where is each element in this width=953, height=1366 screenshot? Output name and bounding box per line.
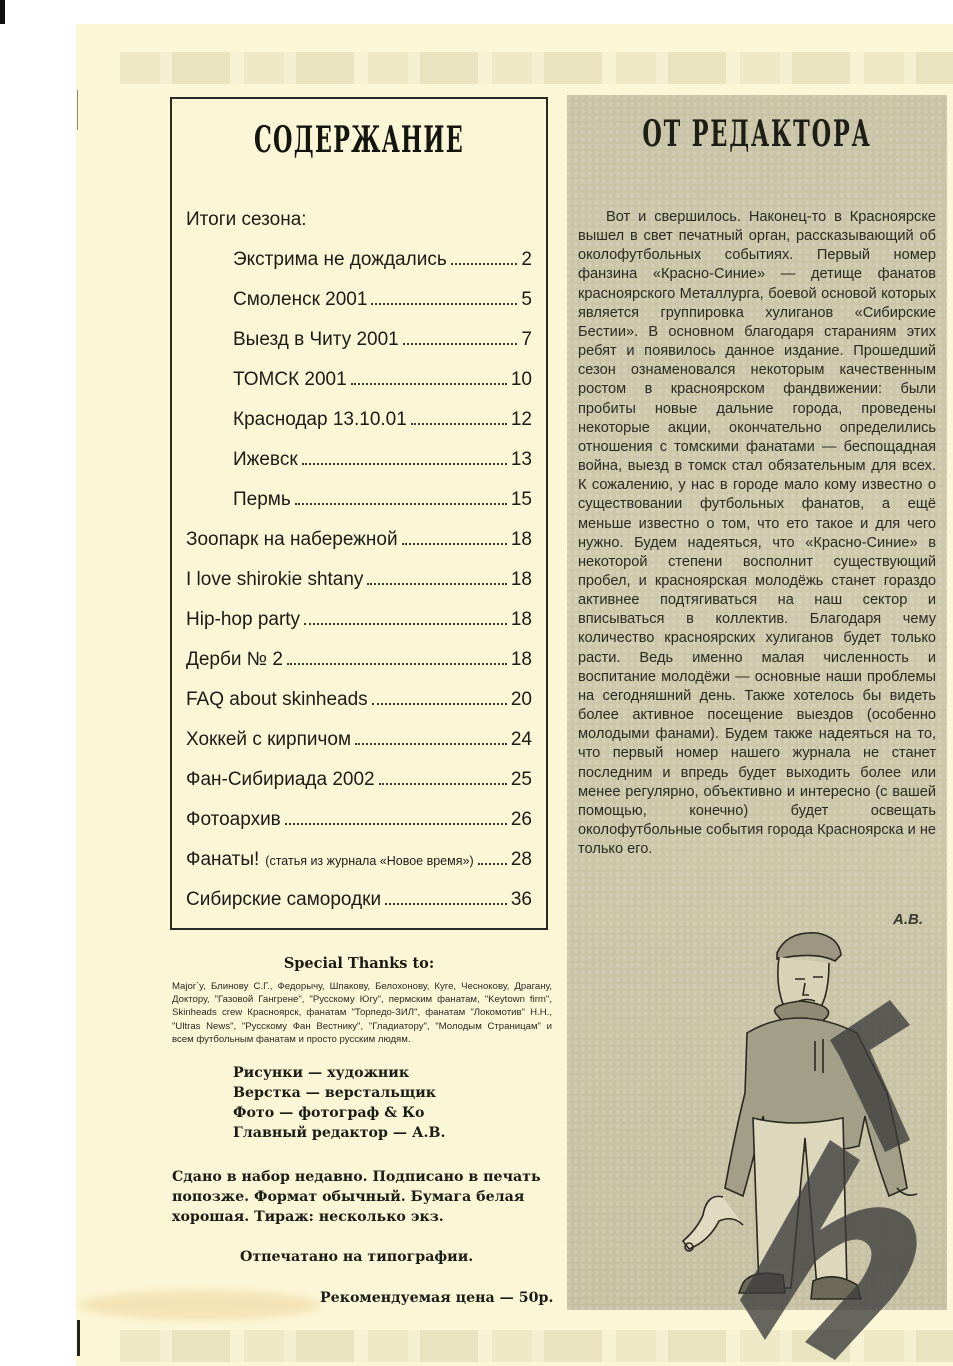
toc-page-number: 25	[510, 769, 532, 790]
toc-page-number: 15	[510, 489, 532, 510]
toc-entry-title: Краснодар 13.10.01	[233, 409, 407, 430]
toc-entry[interactable]	[186, 529, 532, 551]
credit-editor: Главный редактор — А.В.	[233, 1125, 446, 1141]
recommended-price: Рекомендуемая цена — 50р.	[320, 1290, 554, 1306]
toc-leader-dots	[411, 423, 507, 425]
toc-entry-title: Хоккей с кирпичом	[186, 729, 352, 750]
toc-entry-title: Сибирские самородки	[186, 889, 382, 910]
toc-entry[interactable]	[186, 729, 532, 751]
scan-edge-mark	[77, 1320, 80, 1356]
toc-leader-dots	[287, 663, 507, 665]
toc-page-number: 13	[510, 449, 532, 470]
credits-list	[233, 1063, 445, 1143]
toc-page-number: 7	[521, 329, 532, 350]
toc-leader-dots	[451, 263, 518, 265]
toc-entry[interactable]	[186, 649, 532, 671]
toc-entry[interactable]	[233, 329, 532, 351]
toc-entry-title: Фан-Сибириада 2002	[186, 769, 375, 790]
editor-note-title: ОТ РЕДАКТОРА	[642, 113, 872, 155]
toc-leader-dots	[385, 903, 507, 905]
toc-entry[interactable]	[233, 409, 532, 431]
printed-note: Отпечатано на типографии.	[240, 1249, 474, 1265]
toc-page-number: 5	[521, 289, 532, 310]
toc-entry-title: Пермь	[233, 489, 291, 510]
toc-entry[interactable]	[233, 369, 532, 391]
toc-entry-title: Выезд в Читу 2001	[233, 329, 399, 350]
toc-section-label: Итоги сезона:	[186, 209, 307, 230]
toc-leader-dots	[372, 703, 507, 705]
editor-note-text: Вот и свершилось. Наконец-то в Красноярске вышел в свет печатный орган, рассказывающий об околофутбольных событиях. Первый номер фанзина «Красно-Синие» — детище фанатов красноярского Металлурга, боевой основой которых является группировка хулиганов «Сибирские Бестии». В основном благодаря стараниям этих ребят и появилось данное издание. Прошедший сезон ознаменовался некоторым качественным ростом в красноярском фандвижении: были пробиты новые дальние города, проведены некоторые акции, окончательно определились отношения с томскими фанатами — беспощадная война, выезд в томск стал обязательным для всех. К сожалению, у нас в городе мало кому известно о существовании футбольных фанатов, а ещё меньше известно о том, что ето такое и для чего нужно. Будем надеяться, что «Красно-Синие» в некоторой степени восполнит существующий пробел, и красноярская молодёжь станет гораздо активнее подтягиваться на наш сектор и вписываться в коллектив. Благодаря чему количество красноярских хулиганов будет только расти. Ведь именно малая численность и воспитание молодёжи — основные наши проблемы на сегодняшний день. Также хотелось бы видеть более активное посещение выездов (особенно молодыми фанами). Будем также надеяться на то, что первый номер нашего журнала не станет последним и впредь будет выходить более или менее регулярно, объективно и интересно (с вашей помощью, конечно) будет освещать околофутбольные события города Красноярска и не только его.	[578, 209, 936, 858]
toc-page-number: 18	[510, 649, 532, 670]
toc-leader-dots	[478, 863, 507, 865]
credit-layout: Верстка — верстальщик	[233, 1085, 437, 1101]
toc-entry-title: Hip-hop party	[186, 609, 301, 630]
toc-page-number: 28	[510, 849, 532, 870]
toc-leader-dots	[304, 623, 507, 625]
toc-entry[interactable]	[186, 689, 532, 711]
credit-drawings: Рисунки — художник	[233, 1065, 410, 1081]
toc-entry[interactable]	[233, 489, 532, 511]
watermark-logo-icon	[620, 1000, 950, 1360]
toc-page-number: 24	[510, 729, 532, 750]
toc-leader-dots	[295, 503, 507, 505]
toc-page-number: 36	[510, 889, 532, 910]
scan-corner-mark	[0, 0, 5, 24]
toc-entry-title: FAQ about skinheads	[186, 689, 368, 710]
toc-entry-title: Зоопарк на набережной	[186, 529, 398, 550]
toc-entry[interactable]	[186, 569, 532, 591]
toc-entry-title: I love shirokie shtany	[186, 569, 364, 590]
table-of-contents	[170, 97, 548, 930]
toc-entry-title: Фанаты!	[186, 849, 260, 870]
toc-leader-dots	[302, 463, 507, 465]
toc-page-number: 18	[510, 609, 532, 630]
toc-title: СОДЕРЖАНИЕ	[254, 119, 464, 161]
toc-leader-dots	[367, 583, 506, 585]
toc-leader-dots	[355, 743, 507, 745]
toc-page-number: 10	[510, 369, 532, 390]
scan-edge-mark-top	[77, 90, 78, 130]
toc-page-number: 26	[510, 809, 532, 830]
toc-entry[interactable]	[186, 849, 532, 871]
special-thanks-body: Major`y, Блинову С.Г., Федорычу, Шпакову, Белохонову, Куге, Чеснокову, Драгану, Доктору, "Газовой Гангрене", "Русскому Югу", пермским фанатам, "Keytown firm", Skinheads crew Красноярск, фанатам "Торпедо-ЗИЛ", фанатам "Локомотив" Н.Н., "Ultras News", "Русскому Фан Вестнику", "Гладиатору", "Молодым Страницам" и всем футбольным фанатам и просто русским людям.	[172, 981, 552, 1045]
imprint-text: Сдано в набор недавно. Подписано в печать попозже. Формат обычный. Бумага белая хорошая. Тираж: несколько экз.	[172, 1169, 541, 1225]
toc-leader-dots	[285, 823, 507, 825]
toc-entry-title: Смоленск 2001	[233, 289, 368, 310]
toc-entry[interactable]	[186, 889, 532, 911]
toc-leader-dots	[351, 383, 507, 385]
toc-entry[interactable]	[186, 769, 532, 791]
toc-entry[interactable]	[233, 289, 532, 311]
toc-page-number: 12	[510, 409, 532, 430]
toc-entry[interactable]	[186, 809, 532, 831]
special-thanks-title: Special Thanks to:	[283, 955, 435, 972]
toc-entry[interactable]	[233, 449, 532, 471]
credit-photo: Фото — фотограф & Ко	[233, 1105, 425, 1121]
bleed-through-band-top	[120, 52, 953, 84]
toc-entry-title: Экстрима не дождались	[233, 249, 447, 270]
toc-leader-dots	[402, 543, 507, 545]
editor-signature: А.В.	[893, 911, 923, 928]
toc-entry-title: Дерби № 2	[186, 649, 284, 670]
toc-entry-subtitle: (статья из журнала «Новое время»)	[265, 854, 474, 868]
toc-page-number: 18	[510, 569, 532, 590]
paper-stain	[80, 1290, 320, 1320]
toc-entry-title: ТОМСК 2001	[233, 369, 347, 390]
toc-leader-dots	[379, 783, 507, 785]
toc-leader-dots	[403, 343, 518, 345]
toc-entry[interactable]	[186, 609, 532, 631]
toc-entry-title: Фотоархив	[186, 809, 281, 830]
toc-page-number: 2	[521, 249, 532, 270]
toc-page-number: 18	[510, 529, 532, 550]
toc-leader-dots	[371, 303, 517, 305]
toc-entry[interactable]	[233, 249, 532, 271]
toc-page-number: 20	[510, 689, 532, 710]
toc-entry-title: Ижевск	[233, 449, 298, 470]
